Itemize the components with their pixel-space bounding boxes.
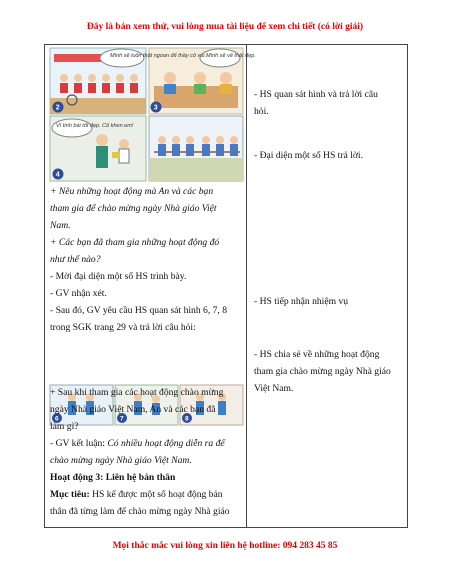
preview-banner: Đây là bản xem thử, vui lòng mua tài liệu để xem chi tiết (có lời giải) (86, 22, 364, 32)
student-response-4-l1: - HS chia sẻ về những hoạt động (254, 349, 380, 360)
conclusion-prefix: - GV kết luận: (50, 438, 108, 449)
bubble-text-2: Mình sẽ luôn thật ngoan để thầy cô vui. (110, 53, 207, 59)
panel-number-8: 8 (185, 415, 189, 423)
question-after-l3: làm gì? (50, 421, 79, 432)
goal-text-l1: HS kể được một số hoạt động bản (89, 489, 223, 500)
activity-3-heading: Hoạt động 3: Liên hệ bản thân (50, 472, 176, 483)
instruction-present: - Mời đại diện một số HS trình bày. (50, 271, 187, 282)
question-activities-l3: Nam. (50, 220, 71, 231)
question-after-l1: + Sau khi tham gia các hoạt động chào mừng (50, 387, 224, 398)
goal-label: Mục tiêu: (50, 489, 90, 500)
student-response-1-l1: - HS quan sát hình và trả lời câu (254, 89, 378, 100)
conclusion-text-l1: Có nhiều hoạt động diễn ra để (107, 438, 225, 449)
conclusion-l2: chào mừng ngày Nhà giáo Việt Nam. (50, 455, 192, 466)
instruction-comment: - GV nhận xét. (50, 288, 107, 299)
panel-number-6: 6 (55, 415, 59, 423)
question-how-l2: như thế nào? (50, 254, 101, 265)
bubble-text-3: Mình sẽ vẽ thật đẹp. (206, 53, 256, 59)
panel-number-3: 3 (153, 104, 158, 112)
question-how-l1: + Các bạn đã tham gia những hoạt động đó (50, 237, 220, 248)
instruction-observe-l1: - Sau đó, GV yêu cầu HS quan sát hình 6, 7, 8 (50, 305, 228, 316)
textbook-illustration-top (50, 48, 256, 181)
teacher-activity-column (45, 45, 256, 527)
student-response-1-l2: hỏi. (254, 106, 269, 117)
student-response-4-l2: tham gia chào mừng ngày Nhà giáo (254, 366, 391, 377)
goal-l2: thân đã từng làm để chào mừng ngày Nhà giáo (50, 506, 230, 517)
goal-l1 (50, 488, 243, 502)
instruction-observe-l2: trong SGK trang 29 và trả lời câu hỏi: (50, 322, 196, 333)
question-activities-l2: tham gia để chào mừng ngày Nhà giáo Việt (50, 203, 217, 214)
student-response-3: - HS tiếp nhận nhiệm vụ (254, 296, 349, 307)
lesson-table (44, 44, 408, 528)
panel-tug-of-war (149, 116, 243, 181)
question-after-l2: ngày Nhà giáo Việt Nam, An và các bạn đã (50, 404, 216, 415)
hotline-banner: Mọi thắc mắc vui lòng xin liên hệ hotline: 094 283 45 85 (112, 541, 338, 551)
question-activities-l1: + Nêu những hoạt động mà An và các bạn (50, 186, 214, 197)
student-response-4-l3: Việt Nam. (254, 383, 294, 394)
panel-number-4: 4 (55, 171, 60, 179)
conclusion-l1 (50, 437, 243, 451)
student-activity-column (247, 45, 407, 527)
panel-number-2: 2 (55, 104, 60, 112)
student-response-2: - Đại diện một số HS trả lời. (254, 150, 363, 161)
panel-number-7: 7 (120, 415, 124, 423)
bubble-text-4: Vì tình bài tốt đẹp. Cô khen em! (56, 123, 134, 129)
